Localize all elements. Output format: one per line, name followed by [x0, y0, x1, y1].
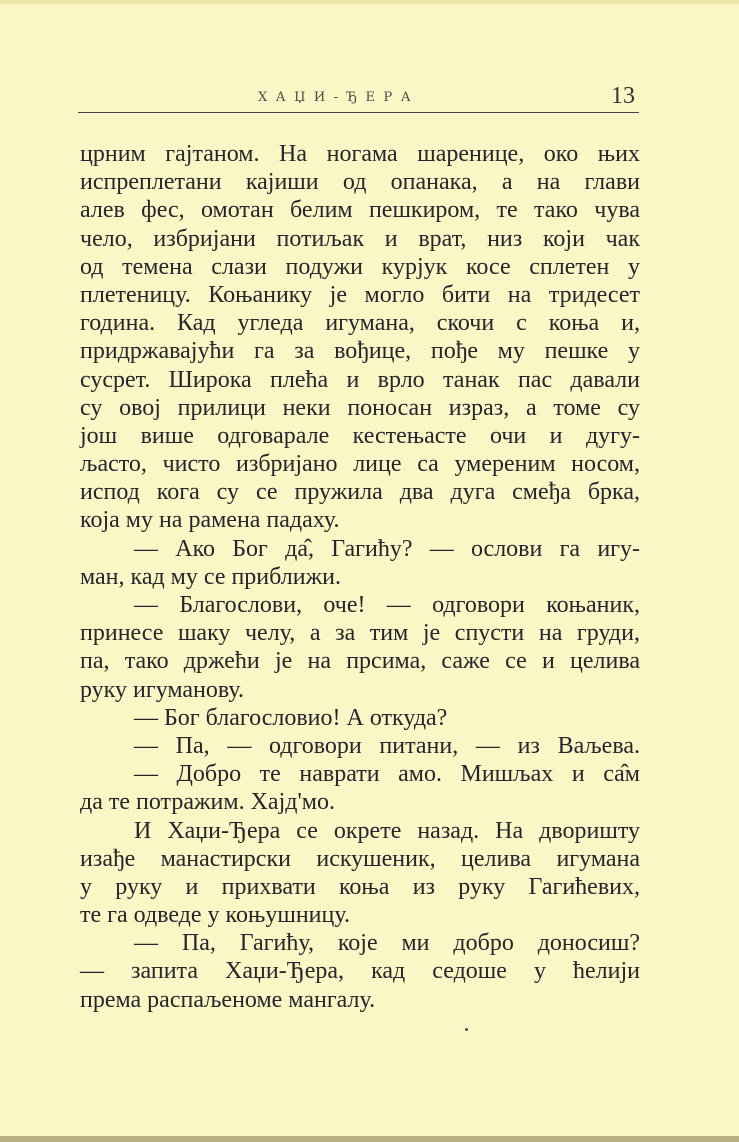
- text-line: од темена слази подужи курјук косе сплетен у: [80, 253, 640, 280]
- text-line: према распаљеноме мангалу.: [80, 986, 376, 1013]
- page-top-edge: [0, 0, 739, 4]
- text-line: — запита Хаџи-Ђера, кад седоше у ћелији: [80, 958, 640, 985]
- text-line: те га одведе у коњушницу.: [80, 902, 350, 929]
- text-line: придржавајући га за вођице, пође му пешке у: [80, 338, 640, 365]
- text-line: година. Кад угледа игумана, скочи с коња и,: [80, 310, 640, 337]
- text-line: у руку и прихвати коња из руку Гагићевих,: [80, 873, 640, 900]
- text-line: сусрет. Широка плећа и врло танак пас давали: [80, 366, 640, 393]
- text-line: још више одговарале кестењасте очи и дугу-: [80, 422, 640, 449]
- text-line: — Ако Бог да̂, Гагићу? — ослови га игу-: [134, 535, 640, 562]
- body-text: [80, 140, 640, 1014]
- text-line: црним гајтаном. На ногама шаренице, око њих: [80, 141, 640, 167]
- text-line: И Хаџи-Ђера се окрете назад. На дворишту: [134, 817, 640, 844]
- text-line: — Па, — одговори питани, — из Ваљева.: [134, 732, 640, 759]
- text-line: да те потражим. Хајд'мо.: [80, 789, 335, 816]
- text-line: па, тако држећи је на прсима, саже се и целива: [80, 648, 640, 675]
- text-line: — Добро те наврати амо. Мишљах и са̂м: [134, 761, 640, 788]
- page-number: 13: [611, 83, 635, 109]
- text-line: — Па, Гагићу, које ми добро доносиш?: [134, 930, 640, 957]
- text-line: ман, кад му се приближи.: [80, 563, 342, 590]
- text-line: чело, избријани потиљак и врат, низ који чак: [80, 225, 640, 252]
- text-line: изађе манастирски искушеник, целива игумана: [80, 845, 640, 872]
- text-line: испод кога су се пружила два дуга смеђа брка,: [80, 479, 640, 506]
- text-line: плетеницу. Коњанику је могло бити на тридесет: [80, 281, 640, 308]
- text-line: испреплетани кајиши од опанака, а на глави: [80, 169, 640, 196]
- print-speck: [465, 1028, 468, 1031]
- text-line: руку игуманову.: [80, 676, 245, 703]
- running-header: ХАЏИ-ЂЕРА: [258, 90, 420, 105]
- text-line: — Благослови, оче! — одговори коњаник,: [134, 592, 640, 618]
- text-line: — Бог благословио! А откуда?: [134, 704, 448, 731]
- text-line: која му на рамена падаху.: [80, 507, 340, 534]
- text-line: алев фес, омотан белим пешкиром, те тако чува: [80, 197, 640, 224]
- page-bottom-edge: [0, 1136, 739, 1142]
- text-line: љасто, чисто избријано лице са умереним носом,: [80, 451, 640, 478]
- text-line: принесе шаку челу, а за тим је спусти на груди,: [80, 620, 640, 647]
- header-rule: [78, 112, 639, 113]
- text-line: су овој прилици неки поносан израз, а томе су: [80, 394, 640, 421]
